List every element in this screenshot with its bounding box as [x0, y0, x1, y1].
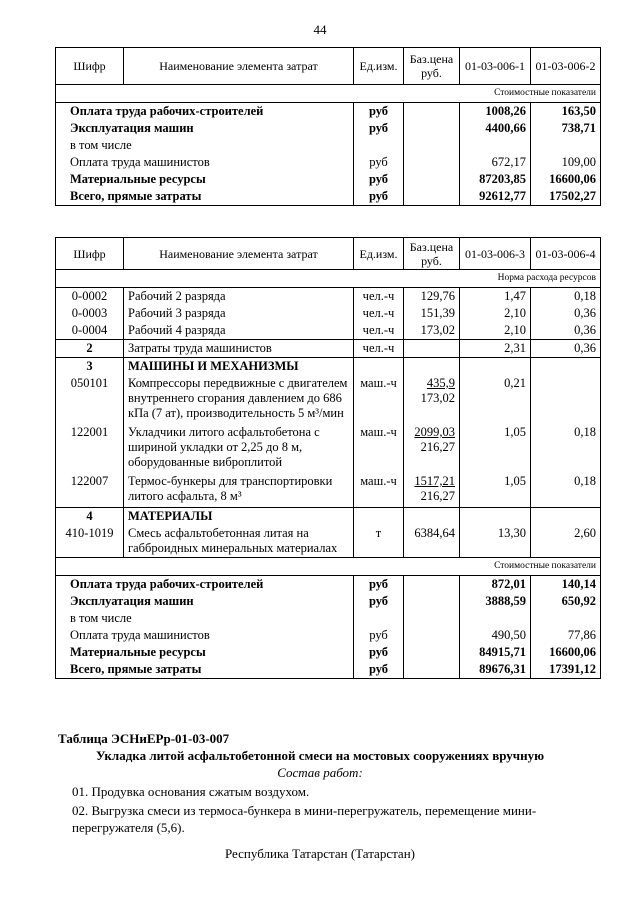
resource-code: 410-1019: [65, 526, 114, 540]
resource-value-2: 0,36: [531, 340, 601, 358]
cost-name: Всего, прямые затраты: [56, 188, 354, 206]
subheader-cost: Стоимостные показатели: [56, 558, 601, 576]
cost-value-2: 650,92: [531, 593, 601, 610]
resource-value-2: 2,60: [531, 525, 601, 558]
resource-row: [56, 288, 601, 306]
resource-value-1: 2,31: [460, 340, 531, 358]
cost-name: Эксплуатация машин: [70, 594, 194, 608]
machine-value-2: [531, 375, 601, 424]
cost-value-1: 3888,59: [460, 593, 531, 610]
cost-name: Материальные ресурсы: [70, 172, 206, 186]
machine-code: 122007: [70, 474, 109, 488]
cost-value-2: 77,86: [531, 627, 601, 644]
section-heading: Укладка литой асфальтобетонной смеси на мостовых сооружениях вручную: [95, 748, 545, 763]
section-row: [56, 358, 601, 376]
machine-unit: маш.-ч: [354, 473, 404, 508]
machine-price: [404, 473, 460, 508]
resource-row: [56, 305, 601, 322]
header-base-price: Баз.цена руб.: [404, 238, 460, 270]
cost-unit: руб: [354, 576, 404, 594]
work-item: перегружателя (5,6).: [72, 820, 185, 835]
cost-table-2: [55, 237, 601, 679]
section-title: МАШИНЫ И МЕХАНИЗМЫ: [124, 358, 354, 376]
work-item: 02. Выгрузка смеси из термоса-бункера в мини-перегружатель, перемещение мини-: [72, 803, 537, 818]
cost-name: Оплата труда рабочих-строителей: [70, 577, 264, 591]
resource-price: 173,02: [404, 322, 460, 340]
empty-cell: [460, 358, 531, 376]
resource-code: 0-0004: [71, 323, 108, 337]
cost-value-2: 17502,27: [531, 188, 601, 206]
cost-base-price: [404, 661, 460, 679]
machine-value-1: 1,05: [460, 424, 531, 473]
cost-value-2: 16600,06: [531, 644, 601, 661]
machine-value-2: 0,18: [531, 473, 601, 508]
cost-value-1: 89676,31: [460, 661, 531, 679]
subheader-cost: Стоимостные показатели: [56, 85, 601, 103]
cost-base-price: [404, 188, 460, 206]
cost-name: Оплата труда рабочих-строителей: [70, 104, 264, 118]
header-unit: Ед.изм.: [354, 238, 404, 270]
cost-value-1: 87203,85: [460, 171, 531, 188]
machine-row: [56, 473, 601, 508]
section-title: МАТЕРИАЛЫ: [124, 508, 354, 526]
machine-row: [56, 424, 601, 473]
resource-price: [404, 340, 460, 358]
resource-name: Затраты труда машинистов: [124, 340, 354, 358]
resource-name: Смесь асфальтобетонная литая на габброидных минеральных материалах: [124, 525, 354, 558]
work-composition-title: Состав работ:: [277, 765, 363, 780]
cost-value-2: 163,50: [531, 103, 601, 121]
machine-row: [56, 375, 601, 424]
cost-unit: руб: [354, 188, 404, 206]
machine-name: Укладчики литого асфальтобетона с шириной укладки от 2,25 до 8 м, оборудованные виброплитой: [124, 424, 354, 473]
cost-unit: руб: [354, 593, 404, 610]
resource-row: [56, 340, 601, 358]
cost-value-2: 109,00: [531, 154, 601, 171]
cost-row: [56, 188, 601, 206]
section-row: [56, 508, 601, 526]
machine-price-top: 1517,21: [414, 474, 455, 488]
machine-price: [404, 424, 460, 473]
machine-name: Компрессоры передвижные с двигателем внутреннего сгорания давлением до 686 кПа (7 ат), производительность 5 м³/мин: [124, 375, 354, 424]
cost-base-price: [404, 610, 460, 627]
cost-base-price: [404, 171, 460, 188]
cost-row: [56, 593, 601, 610]
header-unit: Ед.изм.: [354, 48, 404, 85]
cost-name: Эксплуатация машин: [70, 121, 194, 135]
cost-value-1: 872,01: [460, 576, 531, 594]
header-name: Наименование элемента затрат: [124, 48, 354, 85]
table-title: Таблица ЭСНиЕРр-01-03-007: [58, 731, 230, 746]
resource-name: Рабочий 3 разряда: [124, 305, 354, 322]
work-item: 01. Продувка основания сжатым воздухом.: [72, 784, 310, 799]
cost-name: в том числе: [70, 138, 132, 152]
cost-row: [56, 120, 601, 137]
cost-base-price: [404, 103, 460, 121]
resource-code: 0-0003: [71, 306, 108, 320]
cost-unit: руб: [354, 154, 404, 171]
header-name: Наименование элемента затрат: [124, 238, 354, 270]
machine-value-1: 0,21: [460, 375, 531, 424]
cost-name: Оплата труда машинистов: [70, 628, 210, 642]
cost-row: [56, 154, 601, 171]
cost-unit: [354, 610, 404, 627]
cost-value-1: 84915,71: [460, 644, 531, 661]
resource-unit: т: [354, 525, 404, 558]
machine-code: 050101: [70, 376, 109, 390]
subheader-row: [56, 558, 601, 576]
cost-base-price: [404, 120, 460, 137]
machine-unit: маш.-ч: [354, 424, 404, 473]
cost-unit: руб: [354, 120, 404, 137]
footer-region: Республика Татарстан (Татарстан): [225, 846, 415, 861]
empty-cell: [460, 508, 531, 526]
cost-unit: руб: [354, 103, 404, 121]
cost-row: [56, 661, 601, 679]
cost-value-2: 17391,12: [531, 661, 601, 679]
header-col-2: 01-03-006-2: [531, 48, 601, 85]
cost-row: [56, 627, 601, 644]
resource-value-2: 0,36: [531, 322, 601, 340]
resource-price: 129,76: [404, 288, 460, 306]
section-code: 4: [86, 509, 93, 523]
cost-unit: руб: [354, 644, 404, 661]
cost-name: в том числе: [70, 611, 132, 625]
header-code: Шифр: [56, 238, 124, 270]
machine-price-bottom: 216,27: [420, 489, 455, 503]
resource-code: 2: [86, 341, 93, 355]
cost-value-1: 92612,77: [460, 188, 531, 206]
resource-code: 0-0002: [71, 289, 108, 303]
machine-price-top: 435,9: [426, 376, 455, 390]
cost-base-price: [404, 593, 460, 610]
cost-value-2: 738,71: [531, 120, 601, 137]
machine-unit: маш.-ч: [354, 375, 404, 424]
cost-value-1: 4400,66: [460, 120, 531, 137]
empty-cell: [531, 358, 601, 376]
resource-unit: чел.-ч: [354, 288, 404, 306]
cost-table-1: [55, 47, 601, 206]
resource-row: [56, 322, 601, 340]
cost-value-2: [531, 610, 601, 627]
header-base-price: Баз.цена руб.: [404, 48, 460, 85]
resource-value-1: 2,10: [460, 322, 531, 340]
section-code: 3: [86, 359, 93, 373]
cost-base-price: [404, 644, 460, 661]
resource-unit: чел.-ч: [354, 340, 404, 358]
cost-row: [56, 610, 601, 627]
cost-value-1: 490,50: [460, 627, 531, 644]
header-code: Шифр: [56, 48, 124, 85]
cost-value-2: 140,14: [531, 576, 601, 594]
cost-unit: [354, 137, 404, 154]
machine-name: Термос-бункеры для транспортировки литого асфальта, 8 м³: [124, 473, 354, 508]
cost-name: Материальные ресурсы: [70, 645, 206, 659]
resource-name: Рабочий 4 разряда: [124, 322, 354, 340]
cost-value-1: [460, 610, 531, 627]
resource-value-1: 13,30: [460, 525, 531, 558]
cost-row: [56, 103, 601, 121]
cost-base-price: [404, 627, 460, 644]
resource-row: [56, 525, 601, 558]
cost-value-2: 16600,06: [531, 171, 601, 188]
resource-price: 6384,64: [404, 525, 460, 558]
header-col-3: 01-03-006-3: [460, 238, 531, 270]
cost-value-1: 672,17: [460, 154, 531, 171]
resource-name: Рабочий 2 разряда: [124, 288, 354, 306]
cost-value-2: [531, 137, 601, 154]
resource-value-2: 0,18: [531, 288, 601, 306]
resource-unit: чел.-ч: [354, 322, 404, 340]
empty-cell: [354, 358, 404, 376]
empty-cell: [531, 508, 601, 526]
machine-price-bottom: 173,02: [420, 391, 455, 405]
machine-price-top: 2099,03: [414, 425, 455, 439]
resource-value-1: 2,10: [460, 305, 531, 322]
machine-price: [404, 375, 460, 424]
machine-code: 122001: [70, 425, 109, 439]
resource-price: 151,39: [404, 305, 460, 322]
empty-cell: [404, 358, 460, 376]
empty-cell: [354, 508, 404, 526]
cost-row: [56, 171, 601, 188]
cost-value-1: 1008,26: [460, 103, 531, 121]
cost-unit: руб: [354, 171, 404, 188]
cost-base-price: [404, 137, 460, 154]
cost-row: [56, 137, 601, 154]
machine-value-1: 1,05: [460, 473, 531, 508]
cost-unit: руб: [354, 661, 404, 679]
machine-value-2: 0,18: [531, 424, 601, 473]
header-col-4: 01-03-006-4: [531, 238, 601, 270]
page-number: 44: [313, 22, 327, 37]
resource-unit: чел.-ч: [354, 305, 404, 322]
machine-price-bottom: 216,27: [420, 440, 455, 454]
cost-row: [56, 576, 601, 594]
cost-name: Всего, прямые затраты: [56, 661, 354, 679]
subheader-norm: Норма расхода ресурсов: [56, 270, 601, 288]
cost-name: Оплата труда машинистов: [70, 155, 210, 169]
header-col-1: 01-03-006-1: [460, 48, 531, 85]
cost-base-price: [404, 576, 460, 594]
resource-value-1: 1,47: [460, 288, 531, 306]
cost-unit: руб: [354, 627, 404, 644]
resource-value-2: 0,36: [531, 305, 601, 322]
cost-base-price: [404, 154, 460, 171]
cost-row: [56, 644, 601, 661]
cost-value-1: [460, 137, 531, 154]
empty-cell: [404, 508, 460, 526]
